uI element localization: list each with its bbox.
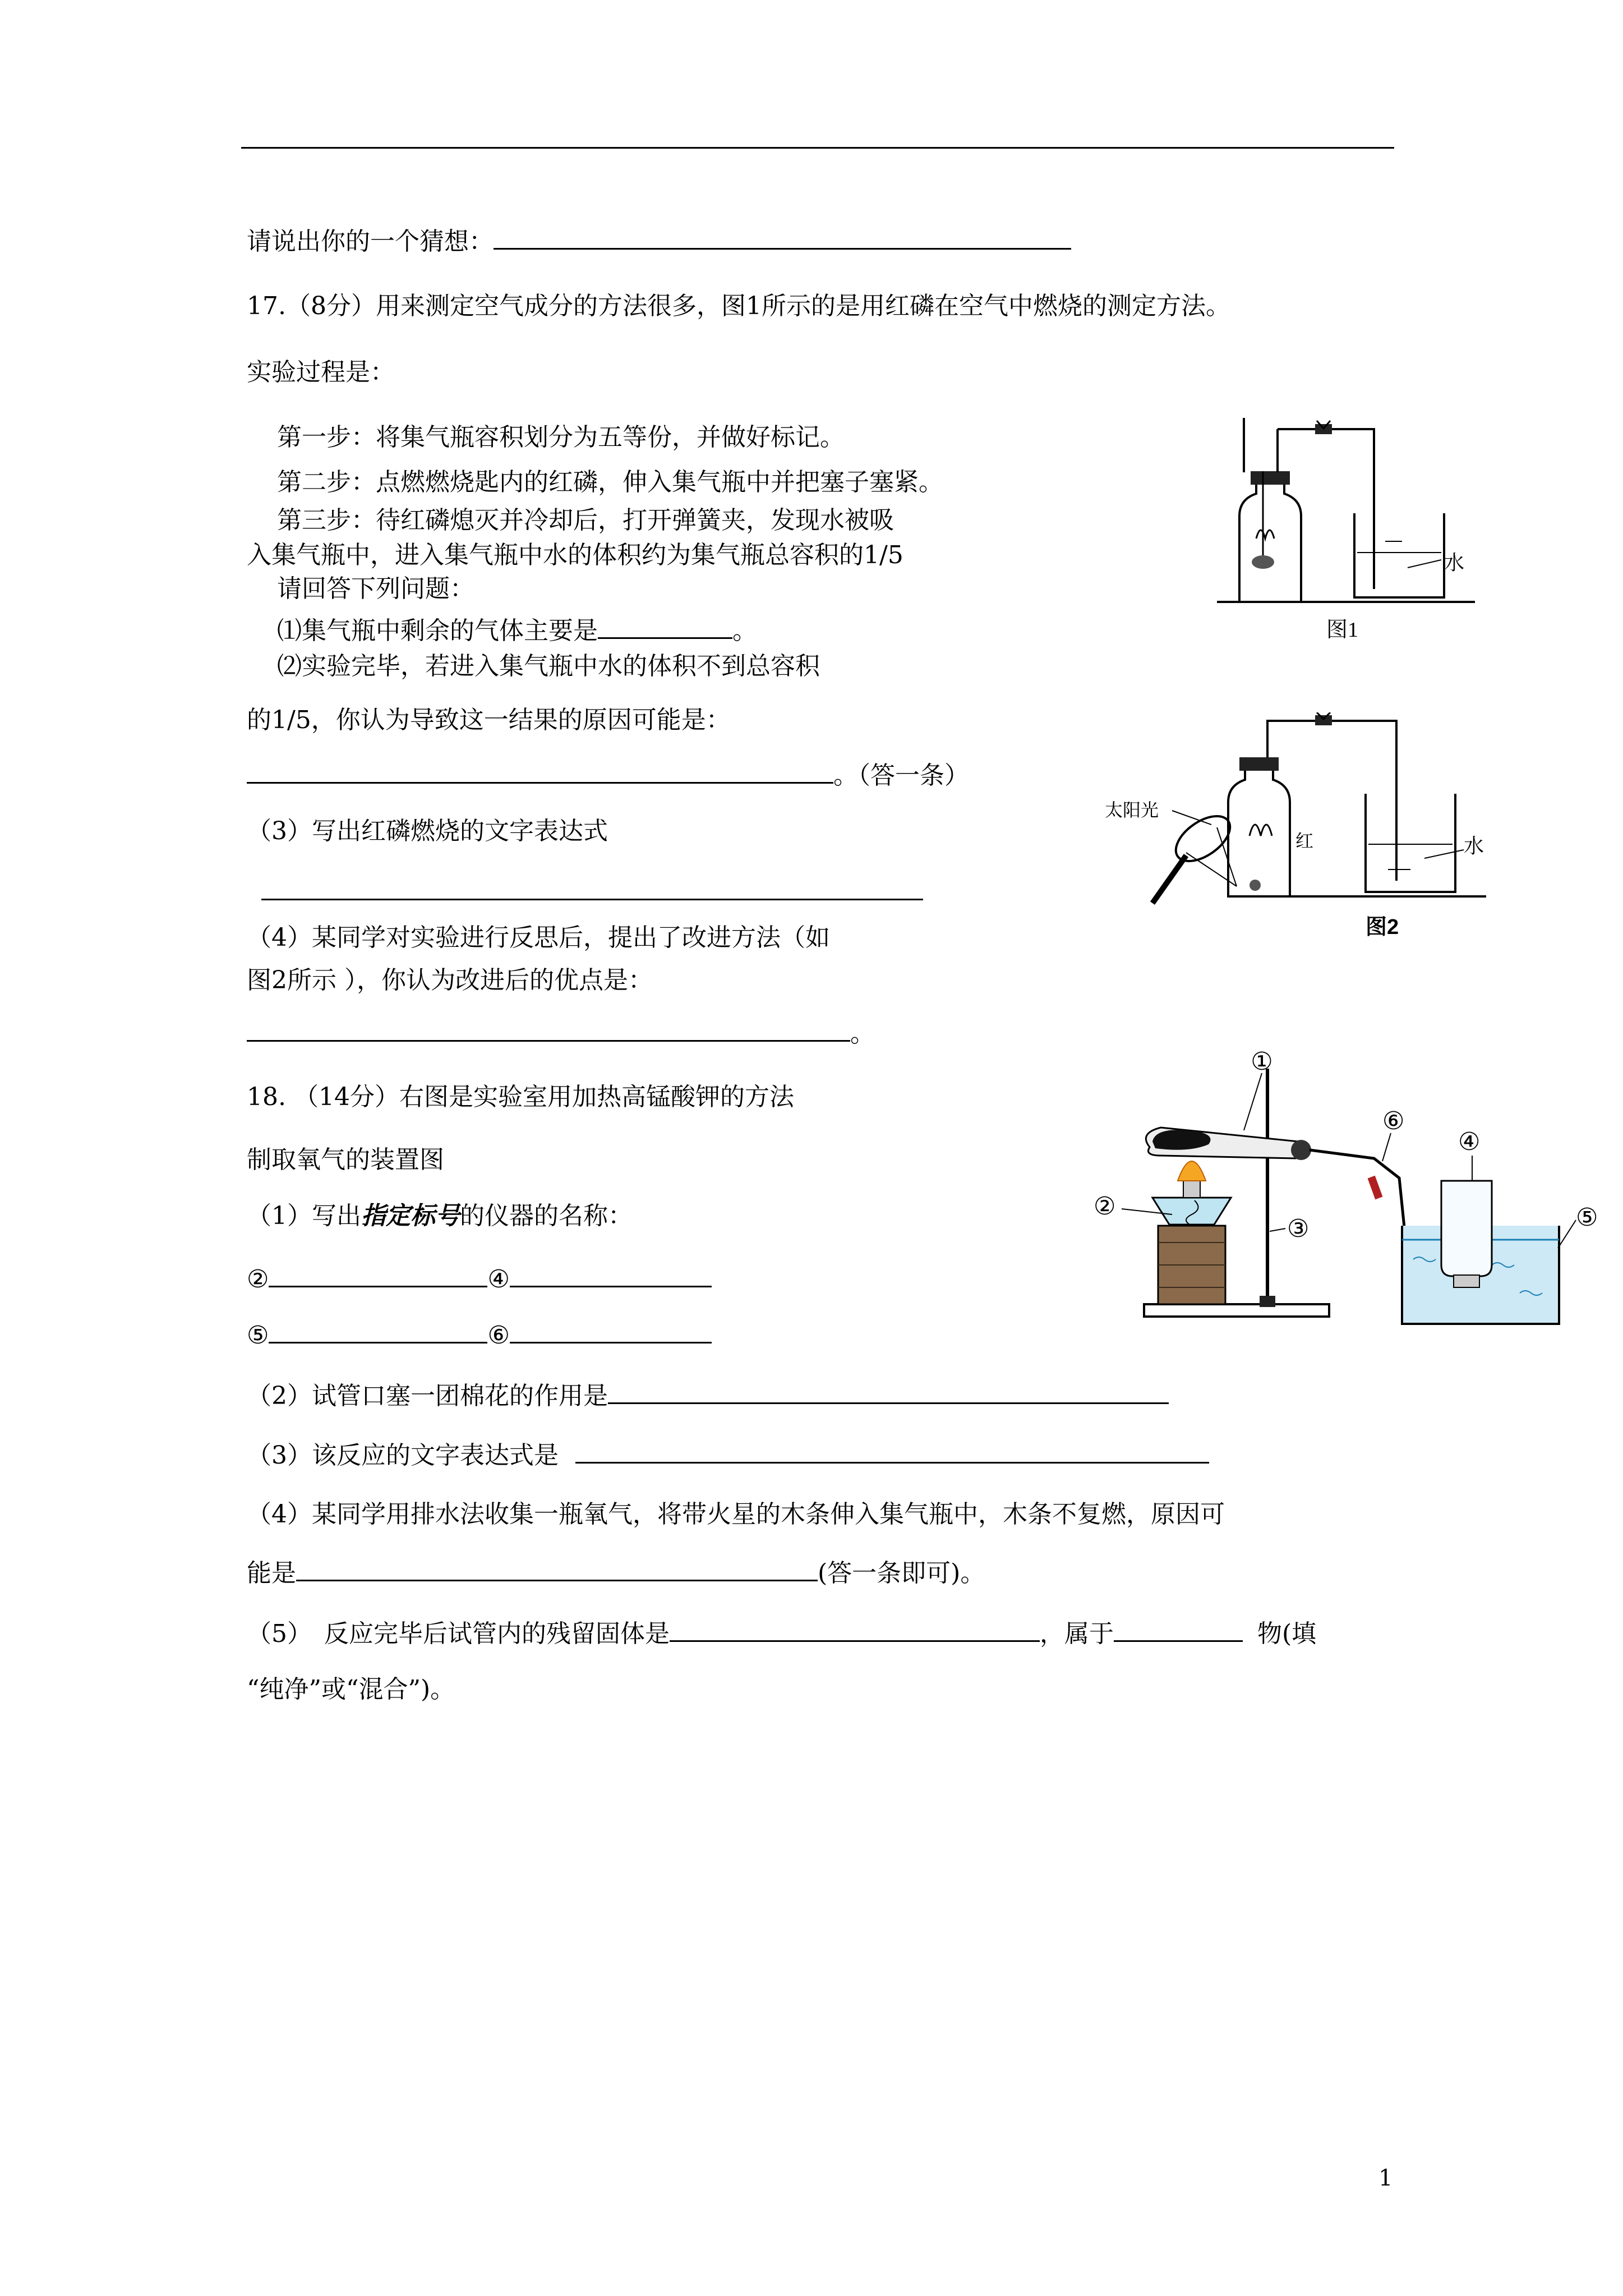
q18-sub2 [247,1378,1169,1412]
q17-step3b: 入集气瓶中，进入集气瓶中水的体积约为集气瓶总容积的1/5 [247,541,903,569]
q18-sub2-text: （2）试管口塞一团棉花的作用是 [247,1382,608,1410]
fig2-red-label: 红 [1295,831,1314,851]
q18-blank-6[interactable] [510,1317,712,1343]
q18-mark-2: ② [247,1265,269,1294]
figure-1 [1206,409,1481,645]
guess-blank[interactable] [494,223,1071,250]
q18-mark-6: ⑥ [487,1321,510,1350]
q18-sub5 [247,1616,1316,1650]
q17-ask: 请回答下列问题： [277,574,474,603]
q18-sub4-suffix: (答一条即可)。 [818,1559,985,1588]
q17-sub2-answer [247,757,969,792]
fig2-sun-label: 太阳光 [1105,800,1159,820]
q18-sub4b [247,1555,985,1589]
q18-sub5b: “纯净”或“混合”)。 [247,1675,455,1704]
apparatus-label-3: ③ [1287,1214,1310,1243]
apparatus-label-5: ⑤ [1576,1203,1598,1232]
q18-sub4-blank[interactable] [296,1555,818,1581]
q18-sub1-emph: 指定标号 [361,1202,460,1230]
fig1-caption: 图1 [1326,618,1359,642]
q17-sub3: （3）写出红磷燃烧的文字表达式 [247,817,608,845]
q18-sub4-prefix: 能是 [247,1559,296,1588]
fig2-caption: 图2 [1366,915,1399,939]
q17-sub1 [277,613,757,647]
q18-sub1-suffix: 的仪器的名称： [460,1202,633,1230]
q17-sub4b: 图2所示 ），你认为改进后的优点是： [247,966,653,995]
q18-header-a: 18. （14分）右图是实验室用加热高锰酸钾的方法 [247,1083,794,1111]
q18-sub5-blank-2[interactable] [1114,1616,1243,1642]
q18-sub3-blank[interactable] [575,1437,1209,1464]
q18-sub5-mid: ，属于 [1040,1619,1114,1648]
q18-sub1-prefix: （1）写出 [247,1202,361,1230]
q18-sub5-suffix: 物(填 [1257,1619,1317,1648]
q17-process-intro: 实验过程是： [247,358,395,386]
q17-header: 17.（8分）用来测定空气成分的方法很多，图1所示的是用红磷在空气中燃烧的测定方法。 [247,292,1230,320]
q17-sub4-blank[interactable] [247,1015,850,1042]
q17-sub1-suffix: 。 [732,616,757,645]
fig1-water-label: 水 [1444,551,1465,574]
q18-row-2-4 [247,1261,712,1295]
q18-blank-2[interactable] [269,1261,487,1287]
apparatus-label-6: ⑥ [1382,1107,1405,1135]
q18-sub2-blank[interactable] [608,1378,1169,1404]
q18-sub4a: （4）某同学用排水法收集一瓶氧气，将带火星的木条伸入集气瓶中，木条不复燃，原因可 [247,1500,1225,1529]
q18-header-b: 制取氧气的装置图 [247,1145,444,1174]
q18-mark-5: ⑤ [247,1321,269,1350]
q17-step2: 第二步：点燃燃烧匙内的红磷，伸入集气瓶中并把塞子塞紧。 [277,468,943,496]
q17-sub1-blank[interactable] [598,613,732,639]
guess-line [247,223,1071,257]
figure-2 [1105,712,1492,948]
figure-apparatus [1077,1046,1610,1338]
q17-sub1-text: ⑴集气瓶中剩余的气体主要是 [277,616,598,645]
q17-sub2b: 的1/5，你认为导致这一结果的原因可能是： [247,706,731,734]
apparatus-label-4: ④ [1458,1128,1481,1156]
q18-blank-4[interactable] [510,1261,712,1287]
q17-sub2-blank[interactable] [247,757,833,784]
header-rule [241,147,1394,149]
q18-mark-4: ④ [487,1265,510,1294]
q17-sub2-suffix: 。（答一条） [833,761,969,790]
q18-sub5-blank-1[interactable] [670,1616,1040,1642]
guess-prompt: 请说出你的一个猜想： [247,227,494,256]
q18-sub3 [247,1437,1209,1471]
q18-blank-5[interactable] [269,1317,487,1343]
q17-sub4-answer [247,1015,875,1050]
apparatus-label-2: ② [1094,1192,1116,1221]
q18-sub5-prefix: （5） 反应完毕后试管内的残留固体是 [247,1619,670,1648]
q18-sub3-text: （3）该反应的文字表达式是 [247,1441,559,1470]
fig2-water-label: 水 [1464,834,1484,857]
q17-step1: 第一步：将集气瓶容积划分为五等份，并做好标记。 [277,423,845,452]
page-number: 1 [1378,2165,1393,2191]
q17-sub2a: ⑵实验完毕，若进入集气瓶中水的体积不到总容积 [277,652,820,680]
q17-sub3-answer [261,874,923,908]
q17-step3a: 第三步：待红磷熄灭并冷却后，打开弹簧夹，发现水被吸 [277,506,894,535]
apparatus-label-1: ① [1251,1047,1273,1076]
q17-sub4-suffix: 。 [850,1019,875,1048]
q18-sub1 [247,1200,633,1232]
q18-row-5-6 [247,1317,712,1351]
q17-sub4a: （4）某同学对实验进行反思后，提出了改进方法（如 [247,923,830,952]
q17-sub3-blank[interactable] [261,874,923,900]
